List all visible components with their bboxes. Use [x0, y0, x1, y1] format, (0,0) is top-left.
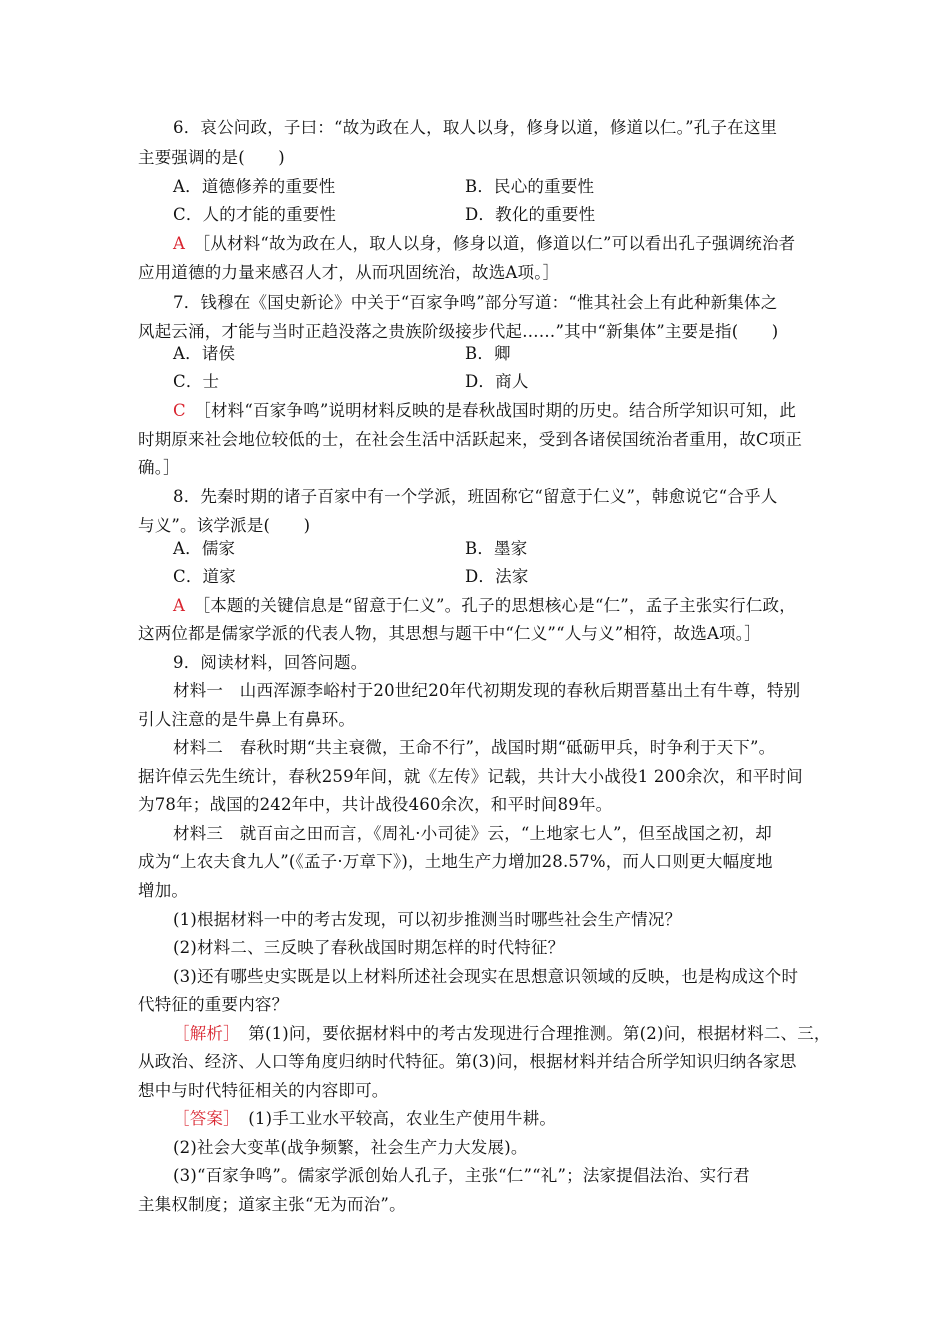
q8-explanation-text-1: ［本题的关键信息是“留意于仁义”。孔子的思想核心是“仁”，孟子主张实行仁政，	[201, 596, 796, 615]
answer-tag: ［答案］	[173, 1109, 232, 1128]
q7-option-c: C．士	[173, 372, 220, 391]
q7-explanation-text-1: ［材料“百家争鸣”说明材料反映的是春秋战国时期的历史。结合所学知识可知，此	[202, 401, 797, 420]
q7-option-b: B．卿	[465, 344, 511, 363]
q8-answer-letter: A	[173, 596, 186, 615]
q6-explanation-line-2: 应用道德的力量来感召人才，从而巩固统治，故选A项。］	[138, 263, 560, 282]
q9-subquestion-2: (2)材料二、三反映了春秋战国时期怎样的时代特征？	[173, 938, 565, 957]
q8-explanation-line-2: 这两位都是儒家学派的代表人物，其思想与题干中“仁义”“人与义”相符，故选A项。］	[138, 624, 761, 643]
q6-option-d: D．教化的重要性	[465, 205, 596, 224]
q7-explanation-line-1	[173, 401, 796, 421]
q9-stem: 9．阅读材料，回答问题。	[173, 653, 368, 672]
q9-subquestion-3-line-2: 代特征的重要内容？	[138, 995, 289, 1014]
q9-analysis-line-1	[173, 1024, 831, 1044]
q9-material-2-line-2: 据许倬云先生统计，春秋259年间，就《左传》记载，共计大小战役1 200余次，和平时间	[138, 767, 803, 786]
q9-material-2-line-1: 材料二 春秋时期“共主衰微，王命不行”，战国时期“砥砺甲兵，时争利于天下”。	[173, 738, 776, 757]
q6-explanation-text-1: ［从材料“故为政在人，取人以身，修身以道，修道以仁”可以看出孔子强调统治者	[201, 234, 796, 253]
q9-material-1-line-2: 引人注意的是牛鼻上有鼻环。	[138, 710, 356, 729]
q8-option-b: B．墨家	[465, 539, 528, 558]
q8-option-c: C．道家	[173, 567, 236, 586]
q7-explanation-line-2: 时期原来社会地位较低的士，在社会生活中活跃起来，受到各诸侯国统治者重用，故C项正	[138, 430, 803, 449]
q8-explanation-line-1	[173, 596, 796, 616]
analysis-tag: ［解析］	[173, 1024, 232, 1043]
q7-option-d: D．商人	[465, 372, 529, 391]
q6-option-a: A．道德修养的重要性	[173, 177, 336, 196]
q9-answer-text-1: (1)手工业水平较高，农业生产使用牛耕。	[231, 1109, 557, 1128]
q9-answer-line-3: (3)“百家争鸣”。儒家学派创始人孔子，主张“仁”“礼”；法家提倡法治、实行君	[173, 1166, 750, 1185]
q8-stem-line-1: 8．先秦时期的诸子百家中有一个学派，班固称它“留意于仁义”，韩愈说它“合乎人	[173, 487, 778, 506]
q9-material-3-line-3: 增加。	[138, 881, 189, 900]
q7-answer-letter: C	[173, 401, 186, 420]
q9-material-1-line-1: 材料一 山西浑源李峪村于20世纪20年代初期发现的春秋后期晋墓出土有牛尊，特别	[173, 681, 801, 700]
q9-answer-line-4: 主集权制度；道家主张“无为而治”。	[138, 1195, 406, 1214]
q9-analysis-line-3: 想中与时代特征相关的内容即可。	[138, 1081, 389, 1100]
q6-stem-line-2: 主要强调的是( )	[138, 148, 285, 167]
q6-option-b: B．民心的重要性	[465, 177, 595, 196]
q6-explanation-line-1	[173, 234, 795, 254]
q9-subquestion-3-line-1: (3)还有哪些史实既是以上材料所述社会现实在思想意识领域的反映，也是构成这个时	[173, 967, 799, 986]
q9-material-3-line-1: 材料三 就百亩之田而言，《周礼·小司徒》云，“上地家七人”，但至战国之初，却	[173, 824, 772, 843]
q9-analysis-text-1: 第(1)问，要依据材料中的考古发现进行合理推测。第(2)问，根据材料二、三，	[231, 1024, 831, 1043]
q7-option-a: A．诸侯	[173, 344, 236, 363]
q9-answer-line-2: (2)社会大变革(战争频繁，社会生产力大发展)。	[173, 1138, 528, 1157]
q9-subquestion-1: (1)根据材料一中的考古发现，可以初步推测当时哪些社会生产情况？	[173, 910, 682, 929]
q6-answer-letter: A	[173, 234, 186, 253]
q7-stem-line-2: 风起云涌，才能与当时正趋没落之贵族阶级接步代起……”其中“新集体”主要是指( )	[138, 322, 779, 341]
q6-option-c: C．人的才能的重要性	[173, 205, 337, 224]
q9-answer-line-1	[173, 1109, 556, 1129]
q8-option-a: A．儒家	[173, 539, 236, 558]
q7-stem-line-1: 7．钱穆在《国史新论》中关于“百家争鸣”部分写道：“惟其社会上有此种新集体之	[173, 293, 778, 312]
q9-material-2-line-3: 为78年；战国的242年中，共计战役460余次，和平时间89年。	[138, 795, 613, 814]
q6-stem-line-1: 6．哀公问政，子曰：“故为政在人，取人以身，修身以道，修道以仁。”孔子在这里	[173, 118, 778, 137]
q9-analysis-line-2: 从政治、经济、人口等角度归纳时代特征。第(3)问，根据材料并结合所学知识归纳各家思	[138, 1052, 797, 1071]
q8-option-d: D．法家	[465, 567, 529, 586]
q9-material-3-line-2: 成为“上农夫食九人”(《孟子·万章下》)，土地生产力增加28.57%，而人口则更大幅度地	[138, 852, 773, 871]
q7-explanation-line-3: 确。］	[138, 458, 180, 477]
q8-stem-line-2: 与义”。该学派是( )	[138, 516, 311, 535]
